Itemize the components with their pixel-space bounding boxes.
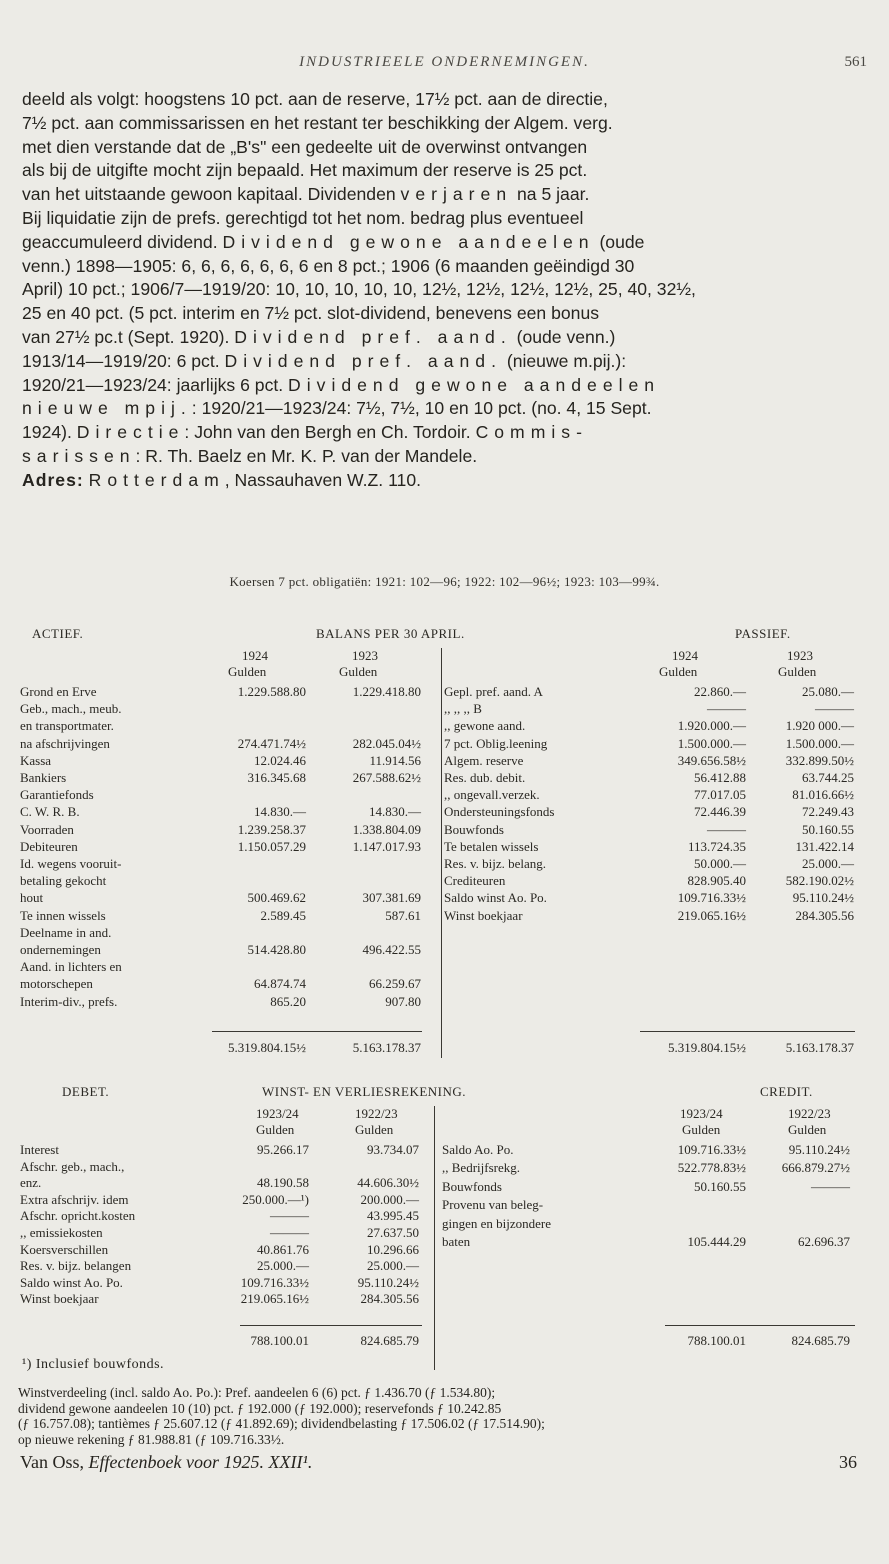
row-value-current: 219.065.16½	[677, 907, 746, 923]
profit-loss-account	[0, 1078, 889, 1348]
actief-total-1: 5.319.804.15½	[228, 1040, 306, 1055]
body-text-segment: Adres:	[22, 469, 84, 490]
row-label: hout	[20, 890, 44, 906]
body-text-segment: (nieuwe m.pij.):	[501, 350, 627, 371]
row-value-previous: 284.305.56	[795, 907, 854, 923]
row-label: gingen en bijzondere	[442, 1215, 552, 1231]
body-line	[22, 326, 874, 350]
row-label: Afschr. geb., mach.,	[20, 1158, 125, 1174]
row-label: Geb., mach., meub.	[20, 701, 122, 717]
body-text-segment: van het uitstaande gewoon kapitaal. Dividenden	[22, 184, 401, 205]
row-value-previous: 200.000.—	[360, 1191, 419, 1207]
row-label: ,, Bedrijfsrekg.	[442, 1160, 520, 1176]
row-value-previous: 93.734.07	[367, 1142, 419, 1157]
row-value-current: 22.860.—	[694, 684, 746, 699]
row-value-previous: 131.422.14	[795, 838, 854, 854]
row-value-previous: 332.899.50½	[785, 752, 854, 768]
row-value-previous: 44.606.30½	[357, 1175, 419, 1191]
row-label: Gepl. pref. aand. A	[444, 684, 543, 699]
row-value-current: 105.444.29	[687, 1234, 746, 1249]
row-value-current: 1.920.000.—	[677, 718, 746, 734]
row-value-previous: 95.110.24½	[357, 1274, 419, 1290]
row-label: Bouwfonds	[442, 1178, 502, 1194]
row-value-previous: 63.744.25	[802, 770, 854, 785]
row-label: ,, emissiekosten	[20, 1225, 103, 1240]
body-text-segment: venn.) 1898—1905: 6, 6, 6, 6, 6, 6, 6 en 8 pct.; 1906 (6 maanden geëindigd 30	[22, 255, 635, 276]
body-line	[22, 183, 874, 207]
row-label: Saldo Ao. Po.	[442, 1142, 514, 1157]
body-text-segment: als bij de uitgifte mocht zijn bepaald. Het maximum der reserve is 25 pct.	[22, 160, 588, 181]
row-value-previous: 10.296.66	[367, 1241, 419, 1257]
actief-row	[0, 925, 889, 941]
row-label: Debiteuren	[20, 838, 78, 854]
row-value-current: 1.500.000.—	[677, 735, 746, 751]
footer-author: Van Oss,	[20, 1452, 85, 1472]
body-text-segment: , Nassauhaven W.Z. 110.	[224, 469, 422, 490]
row-label: Garantiefonds	[20, 787, 94, 803]
row-value-previous: 11.914.56	[369, 752, 421, 768]
body-line	[22, 278, 874, 302]
body-text-segment: na 5 jaar.	[512, 184, 590, 205]
pl-year-col-4: 1922/23	[788, 1106, 831, 1121]
row-value-current: 14.830.—	[254, 804, 306, 820]
row-label: ondernemingen	[20, 942, 101, 957]
body-line	[22, 255, 874, 279]
passief-row	[0, 753, 889, 769]
row-label: Te innen wissels	[20, 907, 106, 923]
row-value-current: 219.065.16½	[240, 1291, 309, 1307]
row-label: Voorraden	[20, 821, 74, 837]
row-label: ,, gewone aand.	[444, 718, 526, 734]
row-label: Winst boekjaar	[444, 907, 523, 923]
pl-year-col-2: 1922/23	[355, 1106, 398, 1121]
row-label: ,, ongevall.verzek.	[444, 787, 540, 803]
row-value-current: 56.412.88	[694, 770, 746, 785]
passief-total-1: 5.319.804.15½	[668, 1040, 746, 1055]
body-text-segment: Dividend gewone aandeelen	[222, 231, 595, 252]
year-col-2: 1923	[352, 648, 378, 663]
balance-sheet	[0, 620, 889, 1060]
row-value-previous: 284.305.56	[360, 1291, 419, 1307]
body-text-segment: 25 en 40 pct. (5 pct. interim en 7½ pct. slot-dividend, benevens een bonus	[22, 303, 600, 324]
row-value-previous: 282.045.04½	[352, 735, 421, 751]
row-label: Saldo winst Ao. Po.	[20, 1274, 123, 1290]
row-label: en transportmater.	[20, 718, 114, 734]
row-label: Id. wegens vooruit-	[20, 856, 122, 871]
unit-col-1: Gulden	[228, 664, 267, 679]
passief-row	[0, 701, 889, 717]
body-line	[22, 88, 874, 112]
actief-total-rule	[212, 1031, 422, 1032]
passief-total-rule	[640, 1031, 855, 1032]
row-value-current: 274.471.74½	[237, 735, 306, 751]
passief-row	[0, 770, 889, 786]
row-value-current: 1.150.057.29	[237, 838, 306, 854]
row-label: Winst boekjaar	[20, 1291, 99, 1307]
debet-total-1: 788.100.01	[250, 1333, 309, 1348]
row-value-current: 95.266.17	[257, 1142, 309, 1157]
row-value-previous: 95.110.24½	[792, 890, 854, 906]
row-value-current: 50.000.—	[694, 856, 746, 871]
row-value-current: 64.874.74	[254, 976, 306, 992]
row-value-current: 12.024.46	[254, 752, 306, 768]
row-value-current: ———	[707, 701, 746, 717]
body-line	[22, 445, 874, 469]
row-value-previous: 14.830.—	[369, 804, 421, 820]
row-label: C. W. R. B.	[20, 804, 80, 820]
row-value-previous: 267.588.62½	[352, 770, 421, 785]
debet-row	[0, 1275, 889, 1291]
body-text-segment: 1913/14—1919/20: 6 pct.	[22, 350, 225, 371]
year-col-4: 1923	[787, 648, 813, 663]
row-label: Ondersteuningsfonds	[444, 804, 555, 820]
body-text-segment: 1920/21—1923/24: jaarlijks 6 pct.	[22, 374, 289, 395]
footer-book-title: Effectenboek voor 1925.	[88, 1452, 264, 1472]
row-value-current: 77.017.05	[694, 787, 746, 803]
body-line	[22, 397, 874, 421]
row-value-current: 109.716.33½	[677, 890, 746, 906]
row-value-previous: 582.190.02½	[785, 873, 854, 889]
row-value-previous: 307.381.69	[362, 890, 421, 906]
row-value-current: 2.589.45	[260, 907, 306, 923]
row-label: baten	[442, 1234, 471, 1249]
actief-row	[0, 959, 889, 975]
year-col-3: 1924	[672, 648, 698, 663]
body-text-segment: Rotterdam	[88, 469, 225, 490]
actief-row	[0, 976, 889, 992]
profit-distribution-line: op nieuwe rekening ƒ 81.988.81 (ƒ 109.716.33½.	[18, 1431, 285, 1447]
balance-title: BALANS PER 30 APRIL.	[316, 626, 465, 641]
passief-label: PASSIEF.	[735, 626, 791, 641]
body-line	[22, 350, 874, 374]
row-value-current: 40.861.76	[257, 1241, 309, 1257]
body-line	[22, 159, 874, 183]
row-value-current: 109.716.33½	[677, 1142, 746, 1157]
row-label: Res. v. bijz. belangen	[20, 1258, 132, 1274]
row-value-current: 316.345.68	[247, 770, 306, 785]
sheet-number: 36	[839, 1452, 857, 1472]
row-value-previous: 1.147.017.93	[352, 838, 421, 854]
debet-row	[0, 1291, 889, 1307]
row-label: Provenu van beleg-	[442, 1197, 544, 1213]
row-value-current: 48.190.58	[257, 1175, 309, 1191]
row-value-previous: 666.879.27½	[781, 1160, 850, 1176]
row-value-current: 349.656.58½	[677, 752, 746, 768]
pl-unit-col-2: Gulden	[355, 1122, 394, 1137]
row-value-current: 522.778.83½	[677, 1160, 746, 1176]
row-value-previous: 62.696.37	[798, 1234, 850, 1249]
body-text-segment: : John van den Bergh en Ch. Tordoir.	[184, 422, 476, 443]
pl-unit-col-4: Gulden	[788, 1122, 827, 1137]
body-text-segment: Directie	[76, 422, 185, 443]
row-value-current: ———	[270, 1225, 309, 1240]
row-label: betaling gekocht	[20, 873, 107, 889]
row-label: Bankiers	[20, 770, 67, 785]
row-label: Saldo winst Ao. Po.	[444, 890, 547, 906]
body-line	[22, 136, 874, 160]
row-value-current: 113.724.35	[687, 838, 746, 854]
row-value-previous: 1.229.418.80	[352, 684, 421, 699]
passief-total-2: 5.163.178.37	[785, 1040, 854, 1055]
passief-row	[0, 736, 889, 752]
footnote: ¹) Inclusief bouwfonds.	[22, 1357, 165, 1372]
debet-label: DEBET.	[62, 1084, 110, 1099]
row-label: Te betalen wissels	[444, 838, 539, 854]
body-text-segment: Dividend pref. aand.	[224, 350, 502, 371]
profit-distribution-line: Winstverdeeling (incl. saldo Ao. Po.): Pref. aandeelen 6 (6) pct. ƒ 1.436.70 (ƒ 1.534.80);	[18, 1385, 496, 1400]
debet-row	[0, 1258, 889, 1274]
unit-col-2: Gulden	[339, 664, 378, 679]
row-value-current: 250.000.—¹)	[242, 1191, 309, 1207]
body-text-segment: Bij liquidatie zijn de prefs. gerechtigd tot het nom. bedrag plus eventueel	[22, 207, 584, 228]
credit-label: CREDIT.	[760, 1084, 813, 1099]
row-value-previous: 66.259.67	[369, 976, 421, 992]
body-line	[22, 374, 874, 398]
row-value-previous: 25.080.—	[802, 684, 854, 699]
body-text-segment: : 1920/21—1923/24: 7½, 7½, 10 en 10 pct. (no. 4, 15 Sept.	[191, 398, 652, 419]
body-text-segment: : R. Th. Baelz en Mr. K. P. van der Mandele.	[135, 445, 478, 466]
body-line	[22, 112, 874, 136]
row-value-previous: 27.637.50	[367, 1225, 419, 1240]
credit-total-2: 824.685.79	[791, 1333, 850, 1348]
body-text-segment: nieuwe mpij.	[22, 398, 192, 419]
credit-total-rule	[665, 1325, 855, 1326]
row-value-current: 25.000.—	[257, 1258, 309, 1274]
body-text-segment: met dien verstande dat de „B's" een gedeelte uit de overwinst ontvangen	[22, 136, 588, 157]
credit-row	[0, 1216, 889, 1232]
year-col-1: 1924	[242, 648, 268, 663]
passief-row	[0, 839, 889, 855]
pl-year-col-1: 1923/24	[256, 1106, 299, 1121]
body-line	[22, 302, 874, 326]
row-value-previous: 1.920 000.—	[785, 718, 854, 734]
row-label: Bouwfonds	[444, 821, 504, 837]
passief-row	[0, 856, 889, 872]
row-value-current: 109.716.33½	[240, 1274, 309, 1290]
row-value-previous: 43.995.45	[367, 1208, 419, 1224]
body-text-segment: 1924).	[22, 422, 77, 443]
row-value-previous: ———	[811, 1178, 850, 1194]
actief-row	[0, 994, 889, 1010]
row-value-current: 1.239.258.37	[237, 821, 306, 837]
row-label: motorschepen	[20, 976, 93, 992]
row-value-previous: 25.000.—	[367, 1258, 419, 1274]
row-value-previous: 50.160.55	[802, 821, 854, 837]
row-value-current: ———	[707, 821, 746, 837]
passief-row	[0, 718, 889, 734]
row-label: ,, ,, ,, B	[444, 701, 482, 717]
row-label: Koersverschillen	[20, 1241, 109, 1257]
row-label: Interest	[20, 1142, 59, 1157]
row-value-previous: ———	[815, 701, 854, 717]
footer-volume: XXII¹.	[268, 1452, 313, 1472]
row-label: na afschrijvingen	[20, 735, 110, 751]
credit-total-1: 788.100.01	[687, 1333, 746, 1348]
row-label: Res. dub. debit.	[444, 770, 526, 785]
actief-label: ACTIEF.	[32, 626, 84, 641]
body-text-segment: sarissen	[22, 445, 136, 466]
row-value-current: 72.446.39	[694, 804, 746, 820]
page-number: 561	[844, 54, 867, 70]
credit-row	[0, 1179, 889, 1195]
row-label: Aand. in lichters en	[20, 959, 122, 975]
passief-row	[0, 822, 889, 838]
body-text-segment: 7½ pct. aan commissarissen en het restant ter beschikking der Algem. verg.	[22, 112, 613, 133]
row-label: 7 pct. Oblig.leening	[444, 735, 548, 751]
row-value-previous: 907.80	[385, 993, 421, 1009]
company-description-text	[22, 88, 874, 493]
body-line	[22, 231, 874, 255]
row-label: Algem. reserve	[444, 752, 524, 768]
passief-row	[0, 873, 889, 889]
credit-row	[0, 1160, 889, 1176]
body-text-segment: (oude	[594, 231, 645, 252]
profit-distribution-text	[18, 1385, 878, 1447]
actief-total-2: 5.163.178.37	[352, 1040, 421, 1055]
pl-column-divider	[434, 1106, 435, 1370]
row-value-current: 865.20	[270, 993, 306, 1009]
body-text-segment: verjaren	[400, 184, 513, 205]
passief-row	[0, 684, 889, 700]
passief-row	[0, 908, 889, 924]
row-value-previous: 25.000.—	[802, 856, 854, 871]
row-label: Res. v. bijz. belang.	[444, 856, 547, 871]
body-text-segment: (oude venn.)	[511, 326, 616, 347]
body-text-segment: deeld als volgt: hoogstens 10 pct. aan de reserve, 17½ pct. aan de directie,	[22, 89, 608, 109]
profit-distribution-line: dividend gewone aandeelen 10 (10) pct. ƒ 192.000 (ƒ 192.000); reservefonds ƒ 10.242.85	[18, 1400, 502, 1416]
passief-row	[0, 804, 889, 820]
body-text-segment: Dividend gewone aandeelen	[288, 374, 661, 395]
passief-row	[0, 787, 889, 803]
row-value-previous: 587.61	[385, 907, 421, 923]
row-value-previous: 1.338.804.09	[352, 821, 421, 837]
body-text-segment: geaccumuleerd dividend.	[22, 231, 223, 252]
row-label: Extra afschrijv. idem	[20, 1191, 129, 1207]
row-label: Afschr. opricht.kosten	[20, 1208, 136, 1224]
row-label: Crediteuren	[444, 873, 506, 889]
body-text-segment: April) 10 pct.; 1906/7—1919/20: 10, 10, 10, 10, 10, 12½, 12½, 12½, 12½, 25, 40, 32½,	[22, 279, 696, 300]
row-value-current: 514.428.80	[247, 942, 306, 957]
body-text-segment: van 27½ pc.t (Sept. 1920).	[22, 326, 235, 347]
column-divider	[441, 648, 442, 1058]
row-label: Interim-div., prefs.	[20, 993, 118, 1009]
row-value-current: 1.229.588.80	[237, 684, 306, 699]
row-value-current: 828.905.40	[687, 873, 746, 889]
row-label: Deelname in and.	[20, 924, 112, 940]
unit-col-4: Gulden	[778, 664, 817, 679]
credit-row	[0, 1142, 889, 1158]
row-value-current: ———	[270, 1208, 309, 1224]
pl-unit-col-3: Gulden	[682, 1122, 721, 1137]
running-title: INDUSTRIEELE ONDERNEMINGEN.	[299, 54, 590, 70]
pl-title: WINST- EN VERLIESREKENING.	[262, 1084, 467, 1099]
row-value-previous: 72.249.43	[802, 804, 854, 820]
pl-unit-col-1: Gulden	[256, 1122, 295, 1137]
body-line	[22, 421, 874, 445]
body-line	[22, 469, 874, 493]
passief-row	[0, 890, 889, 906]
row-value-previous: 95.110.24½	[788, 1142, 850, 1157]
actief-row	[0, 942, 889, 958]
body-line	[22, 207, 874, 231]
row-value-previous: 1.500.000.—	[785, 735, 854, 751]
row-value-previous: 496.422.55	[362, 942, 421, 957]
credit-row	[0, 1197, 889, 1213]
credit-row	[0, 1234, 889, 1250]
row-value-current: 50.160.55	[694, 1178, 746, 1194]
debet-total-2: 824.685.79	[360, 1333, 419, 1348]
row-label: enz.	[20, 1175, 42, 1191]
debet-total-rule	[240, 1325, 422, 1326]
profit-distribution-line: (ƒ 16.757.08); tantièmes ƒ 25.607.12 (ƒ 41.892.69); dividendbelasting ƒ 17.506.02 (ƒ 17.514.90);	[18, 1416, 545, 1432]
row-label: Grond en Erve	[20, 684, 97, 699]
unit-col-3: Gulden	[659, 664, 698, 679]
row-value-current: 500.469.62	[247, 890, 306, 906]
body-text-segment: Commis-	[475, 422, 588, 443]
bond-quotes-line: Koersen 7 pct. obligatiën: 1921: 102—96; 1922: 102—96½; 1923: 103—99¾.	[229, 574, 660, 589]
row-value-previous: 81.016.66½	[792, 787, 854, 803]
row-label: Kassa	[20, 752, 52, 768]
body-text-segment: Dividend pref. aand.	[234, 326, 512, 347]
pl-year-col-3: 1923/24	[680, 1106, 723, 1121]
